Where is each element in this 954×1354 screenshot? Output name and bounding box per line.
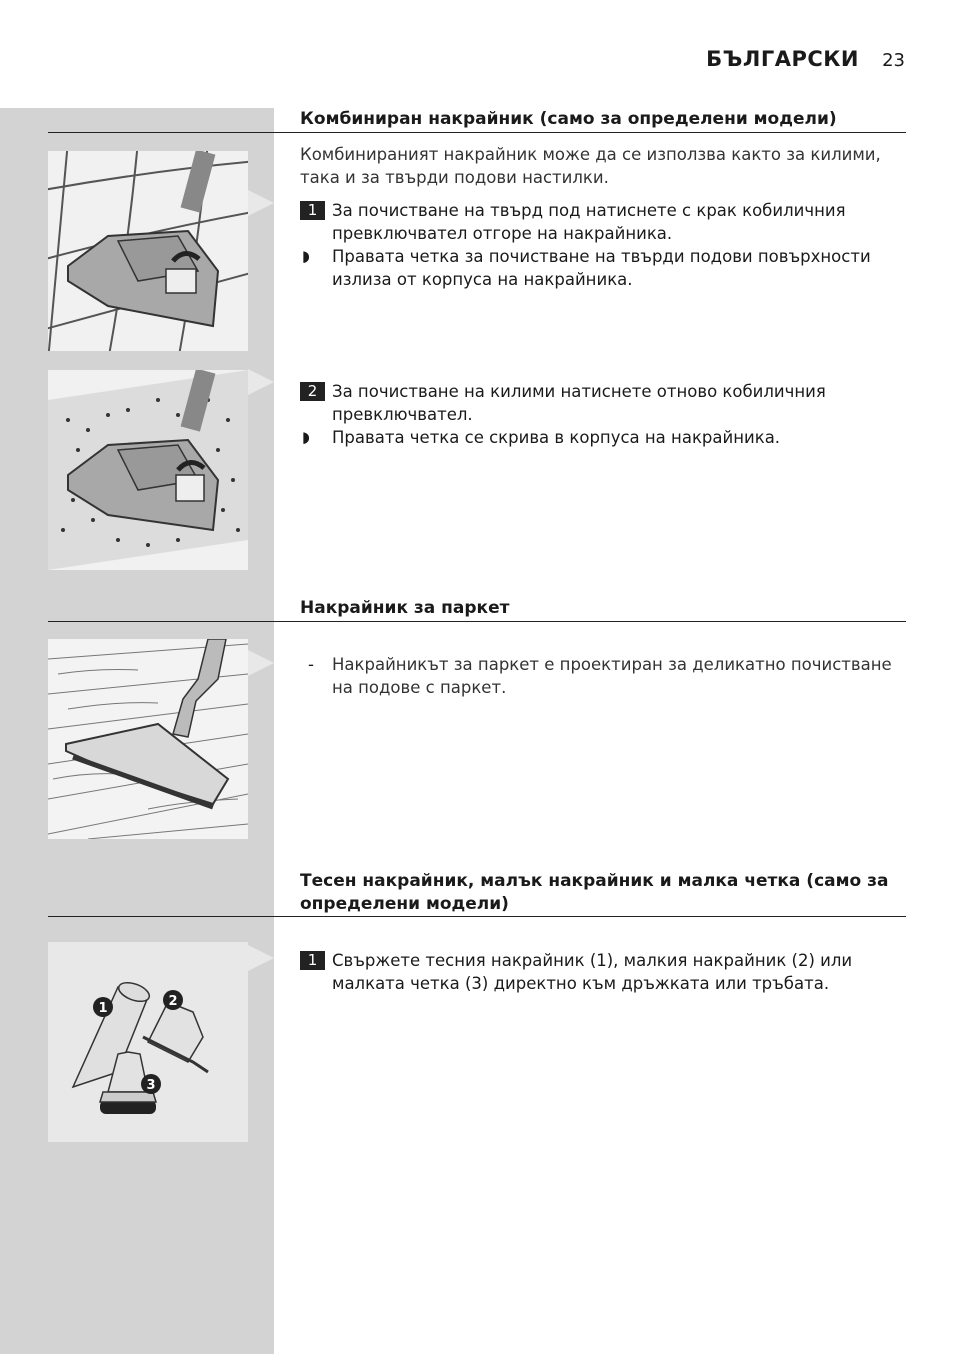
step-1-small-nozzles <box>300 949 900 995</box>
result-1 <box>300 245 900 291</box>
step-text: За почистване на килими натиснете отново кобиличния превключвател. <box>332 382 826 424</box>
section-heading-parquet-nozzle: Накрайник за паркет <box>300 598 510 618</box>
step-text: За почистване на твърд под натиснете с крак кобиличния превключвател отгоре на накрайника. <box>332 201 846 243</box>
illustration-nozzle-hard-floor <box>48 151 248 351</box>
illustration-pointer <box>248 190 274 216</box>
page-number: 23 <box>882 50 905 71</box>
result-text: Правата четка за почистване на твърди подови повърхности излиза от корпуса на накрайника. <box>332 247 871 289</box>
step-1 <box>300 199 900 245</box>
section-rule <box>48 621 906 622</box>
callout-1: 1 <box>98 1001 108 1016</box>
section-rule <box>48 916 906 917</box>
dash-marker: - <box>308 655 314 674</box>
illustration-parquet-nozzle <box>48 639 248 839</box>
step-text: Свържете тесния накрайник (1), малкия накрайник (2) или малката четка (3) директно към дръжката или тръбата. <box>332 951 853 993</box>
step-number-badge: 1 <box>300 951 325 970</box>
illustration-pointer <box>248 945 274 971</box>
parquet-nozzle-item <box>300 653 900 699</box>
result-bullet-icon: ◗ <box>302 428 310 446</box>
callout-2: 2 <box>168 994 178 1009</box>
section-heading-small-nozzles: Тесен накрайник, малък накрайник и малка четка (само за определени модели) <box>300 871 889 914</box>
language-label: БЪЛГАРСКИ <box>706 47 859 71</box>
illustration-small-nozzles <box>48 942 248 1142</box>
section-heading-combined-nozzle: Комбиниран накрайник (само за определени модели) <box>300 109 837 129</box>
result-bullet-icon: ◗ <box>302 247 310 265</box>
illustration-nozzle-carpet <box>48 370 248 570</box>
item-text: Накрайникът за паркет е проектиран за деликатно почистване на подове с паркет. <box>332 655 892 697</box>
callout-3: 3 <box>146 1078 156 1093</box>
intro-paragraph: Комбинираният накрайник може да се използва както за килими, така и за твърди подови настилки. <box>300 145 881 187</box>
illustration-pointer <box>248 369 274 395</box>
section-rule <box>48 132 906 133</box>
illustration-pointer <box>248 650 274 676</box>
step-number-badge: 1 <box>300 201 325 220</box>
result-text: Правата четка се скрива в корпуса на накрайника. <box>332 428 781 447</box>
step-2 <box>300 380 900 426</box>
step-number-badge: 2 <box>300 382 325 401</box>
result-2 <box>300 426 900 449</box>
